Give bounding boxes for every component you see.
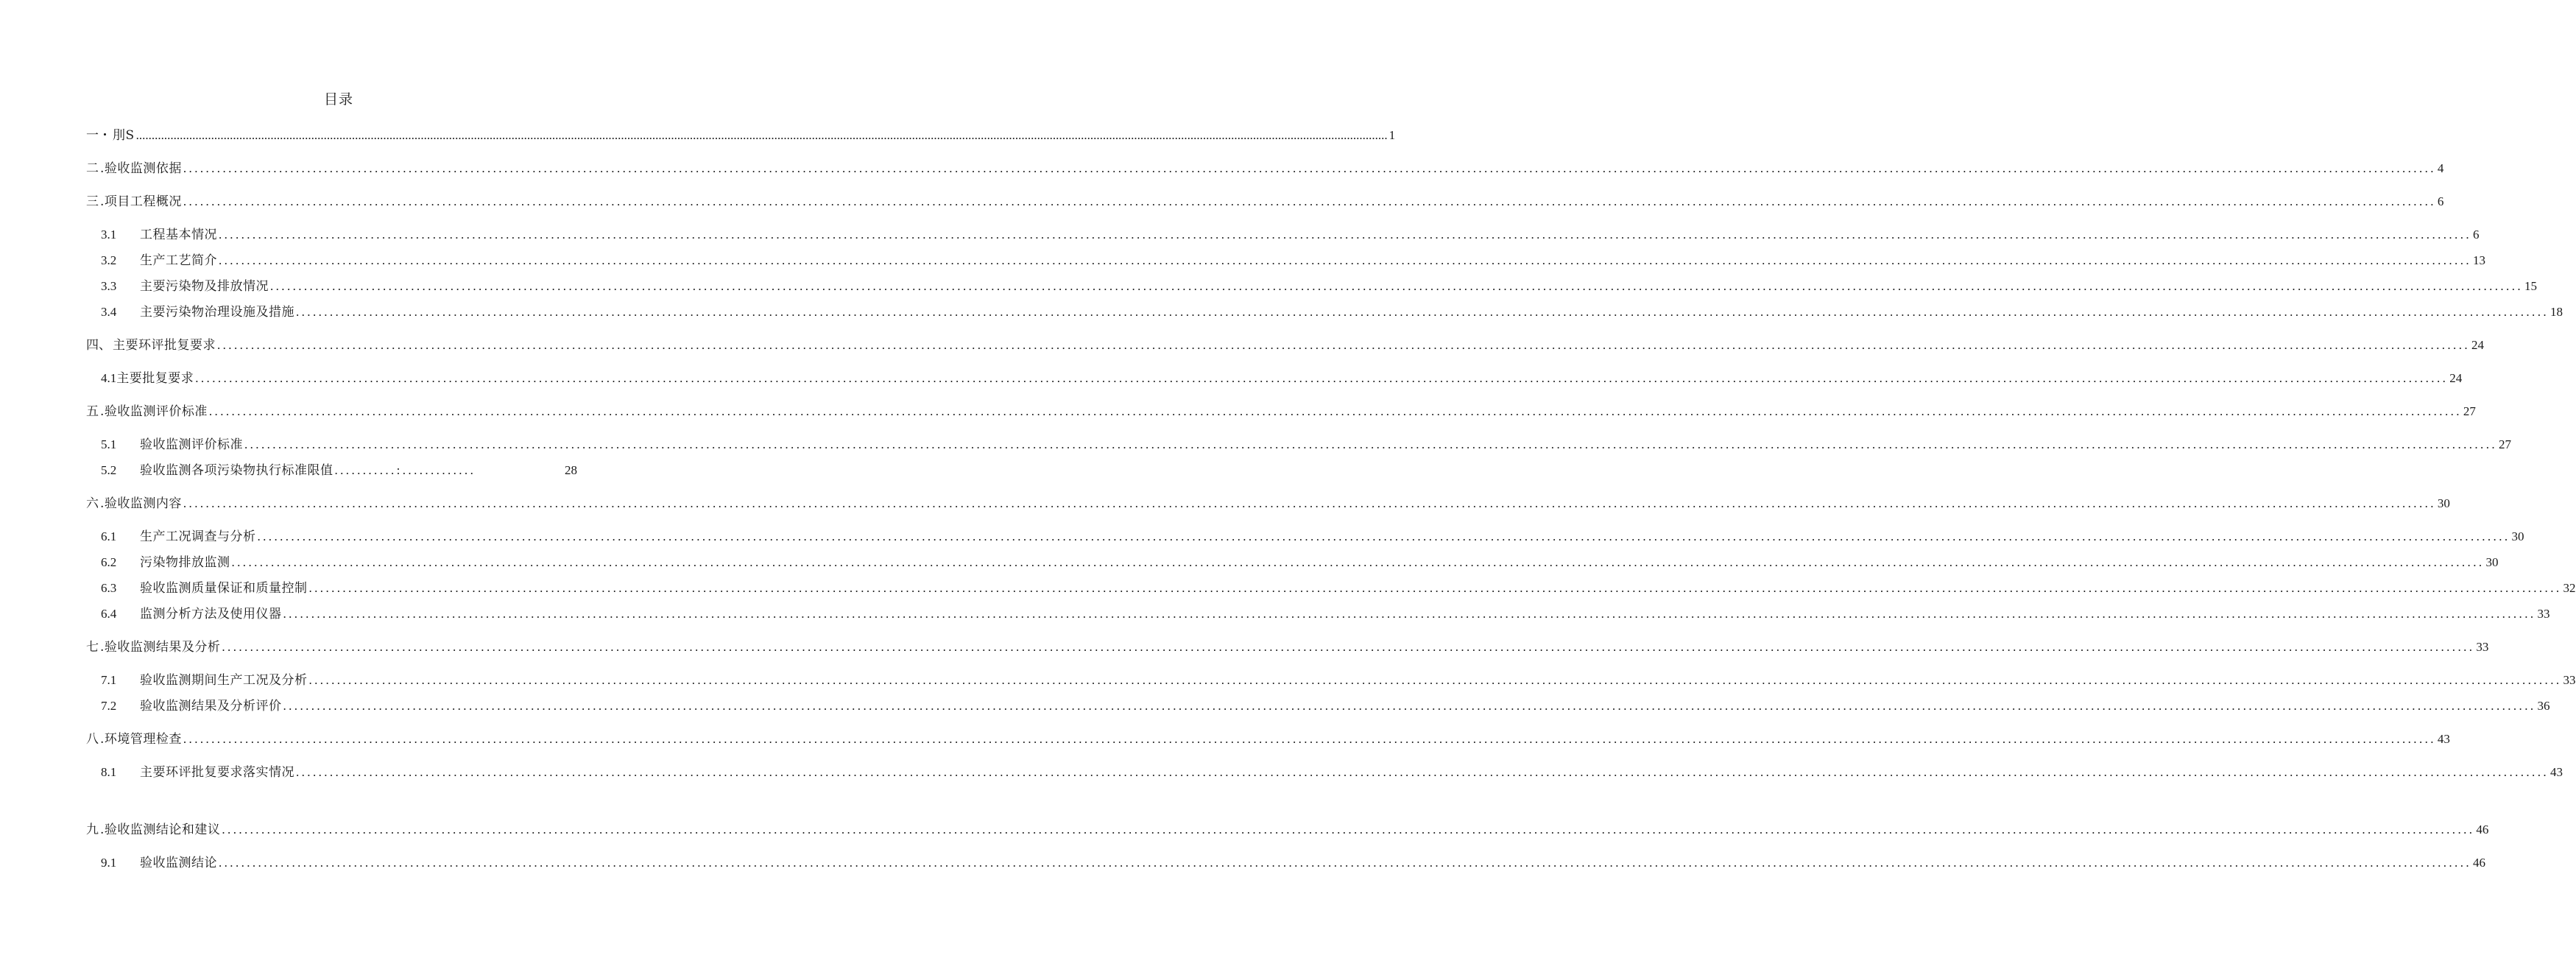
toc-entry[interactable] bbox=[101, 666, 2576, 688]
toc-entry[interactable] bbox=[86, 725, 2450, 747]
toc-dot-leader: ................................................................................................................................................................................................................................................................................................................................................................................................................ bbox=[296, 765, 2549, 779]
toc-entry[interactable] bbox=[101, 574, 2576, 596]
toc-dot-leader: ................................................................................................................................................................................................................................................................................................................................................................................................................ bbox=[244, 437, 2497, 451]
toc-entry[interactable] bbox=[86, 398, 2476, 420]
toc-entry-title: 监测分析方法及使用仪器 bbox=[140, 607, 282, 621]
toc-entry-title: 刖S bbox=[113, 128, 135, 143]
toc-entry-title: 主要批复要求 bbox=[116, 371, 194, 386]
toc-page-number: 30 bbox=[2437, 496, 2450, 510]
toc-page-number: 15 bbox=[2524, 279, 2537, 293]
toc-entry[interactable] bbox=[86, 155, 2444, 177]
toc-entry-number: 一・ bbox=[86, 128, 111, 143]
toc-page-number: 30 bbox=[2511, 529, 2524, 543]
toc-entry-title: 验收监测评价标准 bbox=[140, 437, 243, 452]
toc-dot-leader: ...........:............. bbox=[334, 463, 476, 477]
toc-entry-number: 6.2 bbox=[101, 555, 117, 569]
toc-entry-title: 主要污染物治理设施及措施 bbox=[140, 305, 294, 320]
toc-dot-leader: ................................................................................................................................................................................................................................................................................................................................................................................................................ bbox=[231, 555, 2485, 569]
toc-dot-leader: ................................................................................................................................................................................................................................................................................................................................................................................................................ bbox=[308, 581, 2562, 595]
toc-dot-leader: ................................................................................................................................................................................................................................................................................................................................................................................................................ bbox=[308, 673, 2562, 687]
toc-entry[interactable] bbox=[101, 364, 2463, 387]
toc-entry-number: 四、 bbox=[86, 338, 111, 353]
toc-dot-leader: ................................................................................................................................................................................................................................................................................................................................................................................................................ bbox=[183, 732, 2436, 746]
toc-entry[interactable] bbox=[86, 121, 1396, 144]
toc-entry-number: 三 bbox=[86, 194, 99, 209]
toc-dot-leader: ................................................................................................................................................................................................................................................................................................................................................................................................................ bbox=[222, 640, 2475, 654]
toc-page-number: 43 bbox=[2550, 765, 2563, 779]
toc-entry-title: 工程基本情况 bbox=[140, 228, 217, 242]
toc-entry-number: 9.1 bbox=[101, 856, 117, 870]
toc-entry-title: .验收监测结果及分析 bbox=[100, 640, 221, 655]
toc-page-number: 43 bbox=[2437, 732, 2450, 746]
toc-title: 目录 bbox=[323, 91, 353, 108]
toc-entry-number: 3.1 bbox=[101, 228, 117, 242]
toc-page-number: 1 bbox=[1388, 128, 1396, 142]
toc-page-number: 33 bbox=[2537, 607, 2550, 621]
toc-page-number: 24 bbox=[2471, 338, 2484, 352]
toc-entry-number: 二 bbox=[86, 161, 99, 176]
toc-entry-number: 八 bbox=[86, 732, 99, 747]
toc-entry-number: 3.3 bbox=[101, 279, 117, 293]
toc-entry[interactable] bbox=[86, 633, 2489, 655]
toc-entry-number: 6.4 bbox=[101, 607, 117, 621]
toc-entry[interactable] bbox=[86, 816, 2489, 838]
toc-dot-leader: ................................................................................................................................................................................................................................................................................................................................................................................................................ bbox=[283, 699, 2536, 713]
toc-entry-title: 主要污染物及排放情况 bbox=[140, 279, 269, 294]
toc-dot-leader: ................................................................................................................................................................................................................................................................................................................................................................................................................ bbox=[219, 228, 2471, 242]
toc-dot-leader: ................................................................................................................................................................................................................................................................................................................................................................................................................ bbox=[217, 338, 2470, 352]
toc-entry[interactable] bbox=[101, 457, 577, 479]
toc-entry[interactable] bbox=[101, 549, 2499, 571]
toc-entry[interactable] bbox=[86, 188, 2444, 210]
toc-entry[interactable] bbox=[101, 523, 2524, 545]
toc-entry-number: 九 bbox=[86, 823, 99, 837]
toc-dot-leader: ................................................................................................................................................................................................................................................................................................................................................................................................................ bbox=[195, 371, 2449, 385]
toc-page-number: 6 bbox=[2437, 194, 2444, 208]
toc-entry[interactable] bbox=[101, 849, 2485, 871]
toc-entry-title: .项目工程概况 bbox=[100, 194, 182, 209]
toc-entry[interactable] bbox=[101, 431, 2511, 453]
toc-entry-number: 5.1 bbox=[101, 437, 117, 451]
toc-dot-leader: ................................................................................................................................................................................................................................................................................................................................................................................................................ bbox=[283, 607, 2536, 621]
toc-page-number: 30 bbox=[2485, 555, 2499, 569]
toc-page-number: 27 bbox=[2499, 437, 2511, 451]
toc-dot-leader: ................................................................................................................................................................................................................................................................................................................................................................................................................ bbox=[135, 128, 1388, 142]
toc-entry-number: 8.1 bbox=[101, 765, 117, 779]
toc-entry-title: 污染物排放监测 bbox=[140, 555, 230, 570]
toc-page-number: 27 bbox=[2463, 404, 2476, 418]
toc-entry-number: 6.3 bbox=[101, 581, 117, 595]
toc-entry-title: 验收监测结果及分析评价 bbox=[140, 699, 282, 714]
toc-page-number: 28 bbox=[565, 463, 577, 477]
toc-entry-title: .验收监测内容 bbox=[100, 496, 182, 511]
toc-entry-title: .验收监测结论和建议 bbox=[100, 823, 221, 837]
toc-dot-leader: ................................................................................................................................................................................................................................................................................................................................................................................................................ bbox=[219, 253, 2471, 267]
toc-entry-number: 3.4 bbox=[101, 305, 117, 319]
toc-entry-number: 4.1 bbox=[101, 371, 117, 385]
toc-entry-title: 主要环评批复要求落实情况 bbox=[140, 765, 294, 780]
toc-entry-title: .验收监测评价标准 bbox=[100, 404, 208, 419]
toc-page-number: 33 bbox=[2476, 640, 2489, 654]
toc-dot-leader: ................................................................................................................................................................................................................................................................................................................................................................................................................ bbox=[296, 305, 2549, 319]
toc-dot-leader: ................................................................................................................................................................................................................................................................................................................................................................................................................ bbox=[183, 161, 2436, 175]
toc-entry[interactable] bbox=[101, 221, 2480, 243]
toc-dot-leader: ................................................................................................................................................................................................................................................................................................................................................................................................................ bbox=[183, 194, 2436, 208]
toc-entry-number: 六 bbox=[86, 496, 99, 511]
toc-entry-number: 3.2 bbox=[101, 253, 117, 267]
toc-page-number: 18 bbox=[2550, 305, 2563, 319]
toc-entry[interactable] bbox=[101, 247, 2485, 269]
toc-entry[interactable] bbox=[101, 692, 2550, 714]
toc-page-number: 36 bbox=[2537, 699, 2550, 713]
toc-entry-number: 五 bbox=[86, 404, 99, 419]
toc-page-number: 46 bbox=[2476, 823, 2489, 837]
toc-entry[interactable] bbox=[101, 758, 2563, 781]
toc-dot-leader: ................................................................................................................................................................................................................................................................................................................................................................................................................ bbox=[257, 529, 2510, 543]
toc-dot-leader: ................................................................................................................................................................................................................................................................................................................................................................................................................ bbox=[183, 496, 2436, 510]
toc-dot-leader: ................................................................................................................................................................................................................................................................................................................................................................................................................ bbox=[219, 856, 2471, 870]
toc-page-number: 13 bbox=[2473, 253, 2485, 267]
toc-dot-leader: ................................................................................................................................................................................................................................................................................................................................................................................................................ bbox=[270, 279, 2523, 293]
toc-entry-number: 7.1 bbox=[101, 673, 117, 687]
toc-entry-title: .验收监测依据 bbox=[100, 161, 182, 176]
toc-entry-title: 验收监测结论 bbox=[140, 856, 217, 870]
toc-page-number: 24 bbox=[2449, 371, 2463, 385]
toc-entry[interactable] bbox=[101, 272, 2537, 295]
toc-entry-number: 七 bbox=[86, 640, 99, 655]
toc-entry-title: 验收监测各项污染物执行标准限值 bbox=[140, 463, 334, 478]
toc-entry[interactable] bbox=[86, 490, 2450, 512]
toc-entry-number: 5.2 bbox=[101, 463, 117, 477]
toc-page-number: 46 bbox=[2473, 856, 2485, 870]
toc-entry[interactable] bbox=[101, 298, 2563, 320]
toc-entry-title: 生产工艺简介 bbox=[140, 253, 217, 268]
toc-entry-title: 主要环评批复要求 bbox=[113, 338, 216, 353]
toc-entry-title: 验收监测期间生产工况及分析 bbox=[140, 673, 308, 688]
toc-entry-number: 6.1 bbox=[101, 529, 117, 543]
toc-page-number: 6 bbox=[2473, 228, 2480, 242]
toc-page-number: 4 bbox=[2437, 161, 2444, 175]
toc-dot-leader: ................................................................................................................................................................................................................................................................................................................................................................................................................ bbox=[222, 823, 2475, 837]
toc-entry[interactable] bbox=[101, 600, 2550, 622]
toc-entry[interactable] bbox=[86, 331, 2484, 353]
toc-page-number: 33 bbox=[2563, 673, 2576, 687]
toc-entry-number: 7.2 bbox=[101, 699, 117, 713]
toc-page-number: 32 bbox=[2563, 581, 2576, 595]
toc-entry-title: .环境管理检查 bbox=[100, 732, 182, 747]
toc-dot-leader: ................................................................................................................................................................................................................................................................................................................................................................................................................ bbox=[208, 404, 2462, 418]
toc-entry-title: 验收监测质量保证和质量控制 bbox=[140, 581, 308, 596]
toc-entry-title: 生产工况调查与分析 bbox=[140, 529, 256, 544]
